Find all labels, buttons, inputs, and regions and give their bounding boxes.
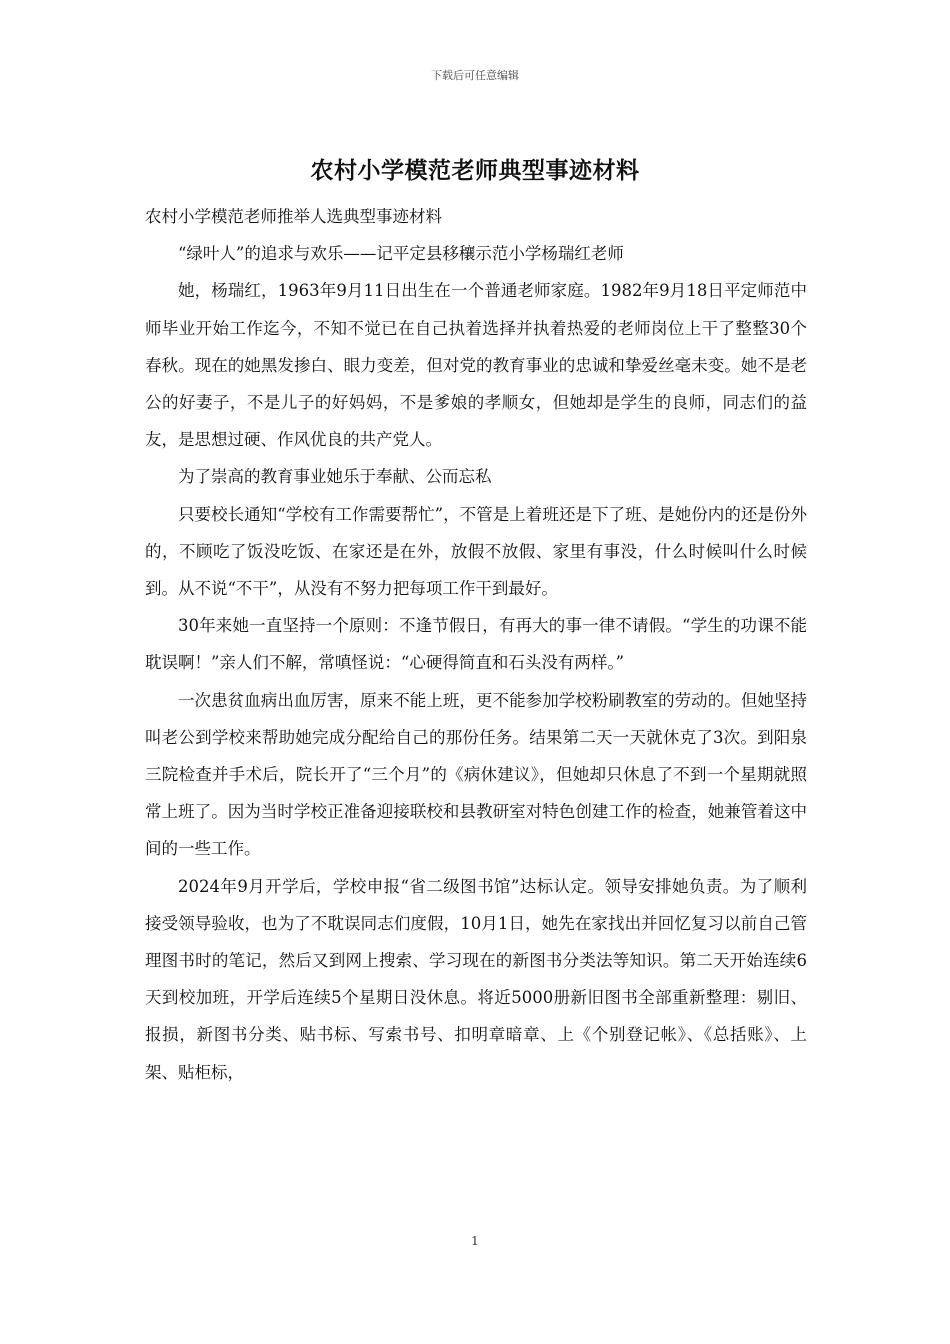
subtitle-line: 农村小学模范老师推举人选典型事迹材料 — [145, 207, 442, 226]
document-title: 农村小学模范老师典型事迹材料 — [310, 157, 640, 184]
byline: “绿叶人”的追求与欢乐——记平定县移穰示范小学杨瑞红老师 — [178, 244, 624, 264]
page-header: 下载后可任意编辑 — [431, 69, 519, 82]
section-heading: 为了崇高的教育事业她乐于奉献、公而忘私 — [178, 467, 492, 487]
paragraph: 2024年9月开学后，学校申报“省二级图书馆”达标认定。领导安排她负责。为了顺利接受领导验收，也为了不耽误同志们度假，10月1日，她先在家找出并回忆复习以前自己管理图书时的笔记，然后又到网上搜索、学习现在的新图书分类法等知识。第二天开始连续6天到校加班，开学后连续5个星期日没休息。将近5000册新旧图书全部重新整理：剔旧、报损，新图书分类、贴书标、写索书号、扣明章暗章、上《个别登记帐》、《总括账》、上架、贴柜标， — [145, 876, 807, 1082]
page-number: 1 — [471, 1234, 479, 1248]
document-body — [145, 198, 807, 1091]
paragraph: 一次患贫血病出血厉害，原来不能上班，更不能参加学校粉刷教室的劳动的。但她坚持叫老公到学校来帮助她完成分配给自己的那份任务。结果第二天一天就休克了3次。到阳泉三院检查并手术后，院长开了“三个月”的《病休建议》，但她却只休息了不到一个星期就照常上班了。因为当时学校正准备迎接联校和县教研室对特色创建工作的检查，她兼管着这中间的一些工作。 — [145, 690, 807, 859]
paragraph: 只要校长通知“学校有工作需要帮忙”，不管是上着班还是下了班、是她份内的还是份外的，不顾吃了饭没吃饭、在家还是在外，放假不放假、家里有事没，什么时候叫什么时候到。从不说“不干”，从没有不努力把每项工作干到最好。 — [145, 504, 807, 599]
paragraph: 30年来她一直坚持一个原则：不逢节假日，有再大的事一律不请假。“学生的功课不能耽误啊！”亲人们不解，常嗔怪说：“心硬得简直和石头没有两样。” — [145, 616, 807, 673]
paragraph: 她，杨瑞红，1963年9月11日出生在一个普通老师家庭。1982年9月18日平定师范中师毕业开始工作迄今，不知不觉已在自己执着选择并执着热爱的老师岗位上干了整整30个春秋。现在的她黑发掺白、眼力变差，但对党的教育事业的忠诚和挚爱丝毫未变。她不是老公的好妻子，不是儿子的好妈妈，不是爹娘的孝顺女，但她却是学生的良师，同志们的益友，是思想过硬、作风优良的共产党人。 — [145, 281, 807, 450]
